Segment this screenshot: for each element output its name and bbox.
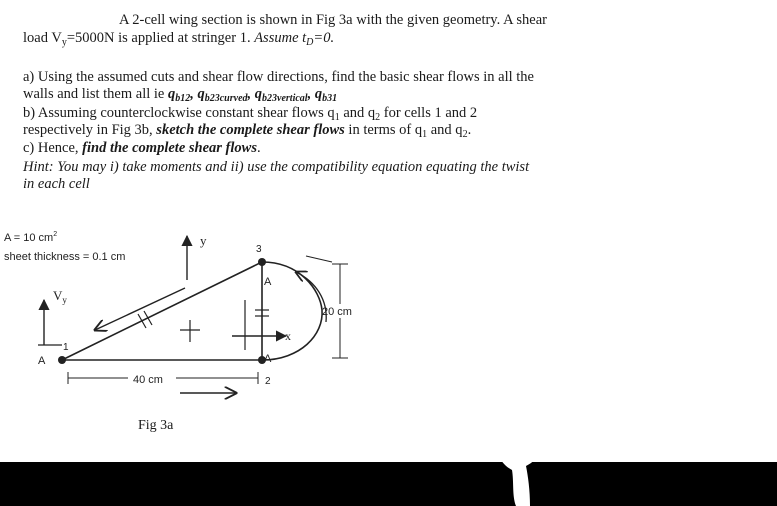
part-a-line-2 bbox=[23, 86, 337, 107]
q2-subscript-2: 2 bbox=[462, 129, 468, 140]
part-a-line-1 bbox=[23, 69, 534, 85]
height-dim-label: 20 cm bbox=[322, 306, 352, 318]
q2-subscript: 2 bbox=[375, 112, 381, 123]
part-b-text-2a: respectively in Fig 3b, bbox=[23, 122, 157, 138]
cut-mark-1 bbox=[138, 314, 146, 328]
q-b23curved-subscript: b23curved bbox=[204, 93, 248, 104]
part-b-text-2c: in terms of q bbox=[344, 122, 423, 138]
part-b-text-1c: for cells 1 and 2 bbox=[380, 105, 478, 121]
stringer-3-dot bbox=[258, 258, 266, 266]
width-dim-label: 40 cm bbox=[133, 374, 163, 386]
hint-line-2 bbox=[23, 176, 90, 192]
stringer-1-label: 1 bbox=[63, 342, 69, 353]
figure-caption: Fig 3a bbox=[138, 418, 174, 433]
part-b-text-2e: . bbox=[467, 122, 472, 138]
thickness-label: sheet thickness = 0.1 cm bbox=[4, 251, 126, 263]
vy-label: $V_y$ bbox=[53, 288, 67, 305]
q-b31: q bbox=[314, 86, 323, 102]
area-label: A = 10 $cm^2$ bbox=[4, 231, 58, 244]
q-b12-subscript: b12 bbox=[175, 93, 191, 104]
q1-subscript-2: 1 bbox=[422, 129, 428, 140]
separator-1: , bbox=[190, 86, 198, 102]
q1-subscript: 1 bbox=[334, 112, 340, 123]
part-c-text-c: . bbox=[256, 140, 261, 156]
y-axis-label: y bbox=[200, 233, 207, 248]
intro-text-1: A 2-cell wing section is shown in Fig 3a with the given geometry. A shear bbox=[119, 12, 547, 28]
x-axis-label: x bbox=[285, 329, 291, 343]
load-text: load V bbox=[23, 30, 62, 46]
part-c-line bbox=[23, 140, 261, 156]
part-a-text-2: walls and list them all ie bbox=[23, 86, 168, 102]
q-b23vertical: q bbox=[254, 86, 263, 102]
assume-subscript: D bbox=[306, 37, 314, 48]
smudge-shape bbox=[490, 430, 550, 506]
stringer-3-label: 3 bbox=[256, 244, 262, 255]
part-b-emphasis: sketch the complete shear flows bbox=[156, 122, 345, 138]
wing-section-figure bbox=[0, 226, 420, 452]
intro-line-2 bbox=[23, 30, 334, 51]
q-b12: q bbox=[167, 86, 176, 102]
q-b31-subscript: b31 bbox=[322, 93, 338, 104]
load-subscript: y bbox=[61, 37, 67, 48]
area-marker-left: A bbox=[38, 355, 46, 367]
cut-mark-2 bbox=[144, 311, 152, 325]
part-a-text-1: a) Using the assumed cuts and shear flow directions, find the basic shear flows in all the bbox=[23, 69, 534, 85]
part-b-text-1b: and q bbox=[339, 105, 376, 121]
stringer-1-dot bbox=[58, 356, 66, 364]
area-marker-bottom: A bbox=[264, 353, 272, 365]
hint-text-2: in each cell bbox=[23, 176, 90, 192]
separator-2: , bbox=[247, 86, 255, 102]
separator-3: , bbox=[307, 86, 315, 102]
hint-text-1: Hint: You may i) take moments and ii) use the compatibility equation equating the twist bbox=[23, 159, 530, 175]
area-marker-top: A bbox=[264, 276, 272, 288]
height-dim-leader bbox=[306, 256, 332, 262]
shear-flow-arrow-31 bbox=[95, 288, 185, 330]
stringer-2-label: 2 bbox=[265, 376, 271, 387]
q-b23curved: q bbox=[197, 86, 205, 102]
part-c-text-a: c) Hence, bbox=[23, 140, 83, 156]
hint-line-1 bbox=[23, 159, 529, 175]
assume-text: Assume t bbox=[254, 30, 307, 46]
part-c-emphasis: find the complete shear flows bbox=[82, 140, 257, 156]
assume-value: =0. bbox=[313, 30, 335, 46]
intro-line-1 bbox=[119, 12, 547, 28]
wall-31 bbox=[62, 262, 262, 360]
load-value: =5000N is applied at stringer 1. bbox=[66, 30, 255, 46]
q-b23vertical-subscript: b23vertical bbox=[262, 93, 308, 104]
part-b-text-2d: and q bbox=[427, 122, 463, 138]
part-b-text-1a: b) Assuming counterclockwise constant shear flows q bbox=[23, 105, 335, 121]
